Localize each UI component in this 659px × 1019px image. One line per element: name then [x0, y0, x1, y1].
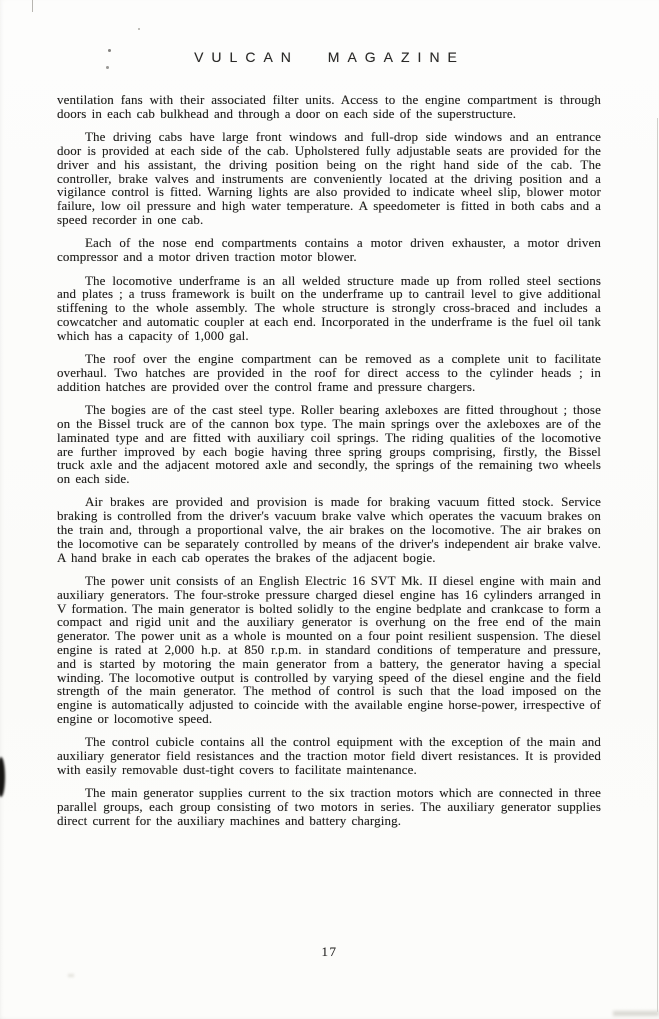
paragraph: The main generator supplies current to the six traction motors which are connected in three parallel groups, each group consisting of two motors in series. The auxiliary generator supplies direct current for the auxiliary machines and battery charging. — [57, 785, 601, 828]
paragraph: Air brakes are provided and provision is made for braking vacuum fitted stock. Service braking is controlled from the driver's vacuum brake valve which operates the vacuum brakes on the train and, through a proportional valve, the air brakes on the locomotive. The air brakes on the locomotive can be separately controlled by means of the driver's independent air brake valve. A hand brake in each cab operates the brakes of the adjacent bogie. — [57, 494, 601, 565]
scan-smudge-bottom-left — [68, 974, 74, 977]
scan-speck — [106, 66, 109, 69]
page-header — [0, 50, 659, 64]
paragraph: The power unit consists of an English Electric 16 SVT Mk. II diesel engine with main and auxiliary generators. The four-stroke pressure charged diesel engine has 16 cylinders arranged in V formation. The main generator is bolted solidly to the engine bedplate and crankcase to form a compact and rigid unit and the auxiliary generator is overhung on the free end of the main generator. The power unit as a whole is mounted on a four point resilient suspension. The diesel engine is rated at 2,000 h.p. at 850 r.p.m. in standard conditions of temperature and pressure, and is started by motoring the main generator from a battery, the generator having a special winding. The locomotive output is controlled by varying speed of the diesel engine and the field strength of the main generator. The method of control is such that the load imposed on the engine is automatically adjusted to coincide with the available engine horse-power, irrespective of engine or locomotive speed. — [57, 573, 601, 727]
paragraph: The roof over the engine compartment can be removed as a complete unit to facilitate overhaul. Two hatches are provided in the roof for direct access to the cylinder heads ; in addition hatches are provided over the control frame and pressure chargers. — [57, 351, 601, 394]
paragraph: Each of the nose end compartments contains a motor driven exhauster, a motor driven compressor and a motor driven traction motor blower. — [57, 235, 601, 265]
scan-smudge-bottom-right — [613, 1011, 659, 1016]
scan-ink-blob-left-edge — [0, 757, 5, 797]
page-body — [57, 93, 601, 828]
paragraph-continuation: ventilation fans with their associated filter units. Access to the engine compartment is through doors in each cab bulkhead and through a door on each side of the superstructure. — [57, 92, 601, 121]
paragraph: The locomotive underframe is an all welded structure made up from rolled steel sections and plates ; a truss framework is built on the underframe up to cantrail level to give additional stiffening to the whole assembly. The whole structure is strongly cross-braced and includes a cowcatcher and automatic coupler at each end. Incorporated in the underframe is the fuel oil tank which has a capacity of 1,000 gal. — [57, 272, 601, 343]
scan-edge-line-top-left — [32, 0, 33, 12]
scan-speck — [138, 28, 140, 30]
scan-edge-line-right — [657, 118, 658, 1012]
magazine-title: VULCAN MAGAZINE — [194, 49, 465, 65]
paragraph: The control cubicle contains all the control equipment with the exception of the main and auxiliary generator field resistances and the traction motor field divert resistances. It is provided with easily removable dust-tight covers to facilitate maintenance. — [57, 734, 601, 778]
paragraph: The bogies are of the cast steel type. Roller bearing axleboxes are fitted throughout ; those on the Bissel truck are of the cannon box type. The main springs over the axleboxes are of the laminated type and are fitted with auxiliary coil springs. The riding qualities of the locomotive are further improved by each bogie having three spring groups comprising, firstly, the Bissel truck axle and the adjacent motored axle and secondly, the springs of the remaining two wheels on each side. — [57, 402, 601, 487]
page-number: 17 — [321, 944, 338, 959]
paragraph: The driving cabs have large front windows and full-drop side windows and an entrance door is provided at each side of the cab. Upholstered fully adjustable seats are provided for the driver and his assistant, the driving position being on the right hand side of the cab. The controller, brake valves and instruments are conveniently located at the driving position and a vigilance control is fitted. Warning lights are also provided to indicate wheel slip, blower motor failure, low oil pressure and high water temperature. A speedometer is fitted in both cabs and a speed recorder in one cab. — [57, 129, 601, 227]
